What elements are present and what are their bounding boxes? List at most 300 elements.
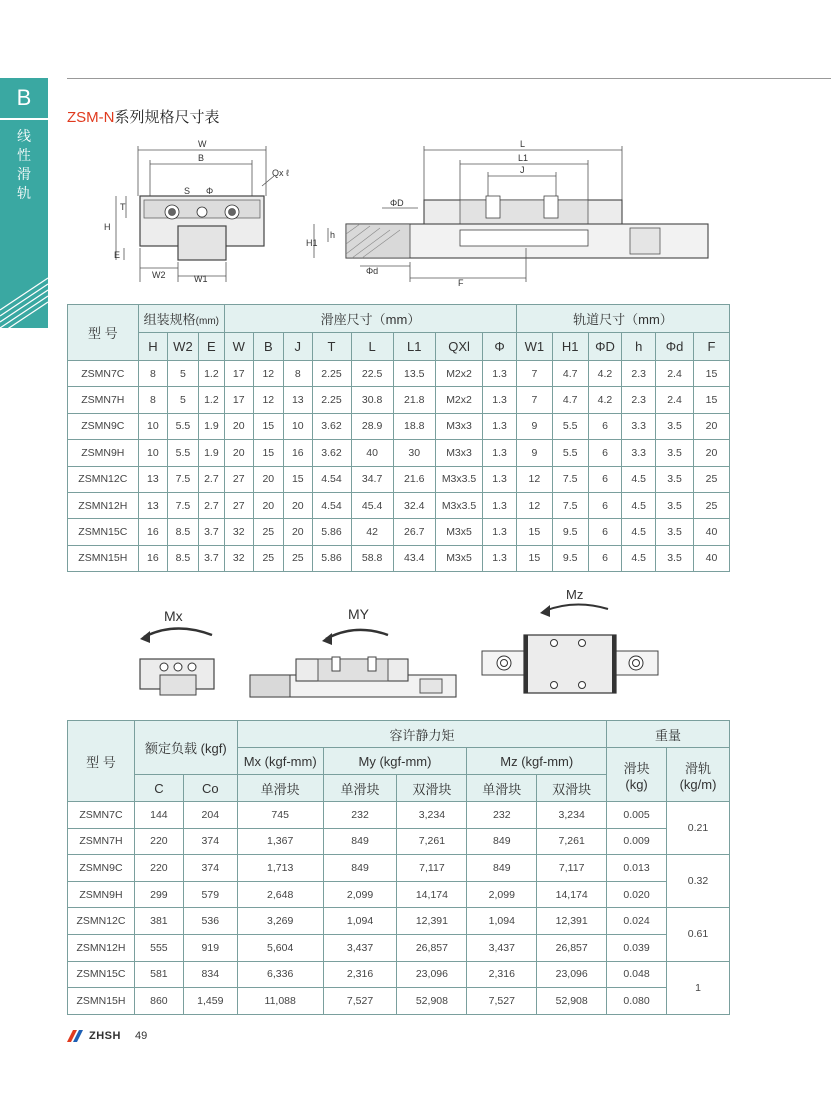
load-cell: 144 <box>134 802 183 829</box>
load-cell: 52,908 <box>397 988 467 1015</box>
spec-cell: M3x5 <box>435 519 482 545</box>
table-row <box>68 466 730 492</box>
dim-l: L <box>520 139 526 149</box>
spec-cell: 5.86 <box>312 545 351 571</box>
model-cell: ZSMN12C <box>68 466 139 492</box>
spec-cell: 25 <box>694 466 730 492</box>
table-row <box>68 961 730 988</box>
load-cell: 374 <box>183 828 237 855</box>
spec-group-assembly <box>138 305 224 333</box>
mx-diagram <box>140 608 214 695</box>
load-cell: 11,088 <box>237 988 323 1015</box>
dim-h1: H1 <box>306 238 318 248</box>
side-tab-letter: B <box>16 85 32 110</box>
spec-col-header: ΦD <box>588 333 622 361</box>
load-cell: 1,367 <box>237 828 323 855</box>
load-cell: 849 <box>467 828 537 855</box>
spec-cell: 4.2 <box>588 387 622 413</box>
spec-cell: 5.5 <box>168 440 199 466</box>
load-cell: 555 <box>134 934 183 961</box>
side-tab-stripes <box>0 270 48 340</box>
spec-cell: 3.5 <box>656 466 694 492</box>
load-cell: 12,391 <box>397 908 467 935</box>
mx-single-header: 单滑块 <box>237 775 323 802</box>
spec-col-header: Φ <box>483 333 517 361</box>
spec-cell: 17 <box>225 387 253 413</box>
spec-cell: 9 <box>516 440 552 466</box>
spec-col-header: T <box>312 333 351 361</box>
my-diagram <box>250 606 456 697</box>
spec-cell: 13.5 <box>393 361 435 387</box>
rail-weight-cell: 1 <box>667 961 730 1014</box>
co-header: Co <box>183 775 237 802</box>
spec-col-header: W <box>225 333 253 361</box>
rail-weight-cell: 0.61 <box>667 908 730 961</box>
load-cell: 579 <box>183 881 237 908</box>
spec-cell: 1.2 <box>198 387 224 413</box>
spec-col-header: H1 <box>552 333 588 361</box>
spec-cell: 1.3 <box>483 413 517 439</box>
load-cell: 849 <box>467 855 537 882</box>
spec-cell: 15 <box>694 361 730 387</box>
rated-load-header: 额定负载 (kgf) <box>134 721 237 775</box>
spec-cell: 4.2 <box>588 361 622 387</box>
spec-cell: 15 <box>694 387 730 413</box>
c-header: C <box>134 775 183 802</box>
static-moment-header: 容许静力矩 <box>237 721 606 748</box>
model-cell: ZSMN15C <box>68 519 139 545</box>
spec-cell: 1.3 <box>483 519 517 545</box>
spec-cell: 3.5 <box>656 440 694 466</box>
load-cell: 26,857 <box>397 934 467 961</box>
spec-cell: 17 <box>225 361 253 387</box>
mz-single-header: 单滑块 <box>467 775 537 802</box>
load-cell: 581 <box>134 961 183 988</box>
front-view-drawing <box>96 136 306 286</box>
spec-cell: 20 <box>253 492 284 518</box>
spec-cell: 5.86 <box>312 519 351 545</box>
spec-cell: 13 <box>284 387 312 413</box>
spec-table <box>67 304 730 572</box>
assembly-label: 组装规格 <box>143 312 196 327</box>
load-cell: 12,391 <box>537 908 607 935</box>
spec-cell: 4.5 <box>622 545 656 571</box>
load-cell: 204 <box>183 802 237 829</box>
spec-cell: 15 <box>284 466 312 492</box>
weight-header: 重量 <box>607 721 730 748</box>
load-cell: 7,527 <box>323 988 397 1015</box>
spec-cell: 16 <box>138 545 168 571</box>
table-row <box>68 934 730 961</box>
spec-cell: 1.2 <box>198 361 224 387</box>
load-cell: 7,261 <box>537 828 607 855</box>
spec-cell: 21.6 <box>393 466 435 492</box>
spec-cell: 5.5 <box>552 440 588 466</box>
table-row <box>68 828 730 855</box>
spec-cell: 1.3 <box>483 492 517 518</box>
spec-cell: 1.3 <box>483 466 517 492</box>
spec-cell: 1.3 <box>483 361 517 387</box>
load-cell: 374 <box>183 855 237 882</box>
mz-diagram <box>482 587 658 693</box>
spec-cell: 42 <box>351 519 393 545</box>
spec-cell: 20 <box>284 492 312 518</box>
load-model-header: 型 号 <box>68 721 135 802</box>
load-table-body <box>68 802 730 1015</box>
spec-cell: 28.9 <box>351 413 393 439</box>
spec-cell: 30.8 <box>351 387 393 413</box>
side-tab-char: 滑 <box>17 167 31 183</box>
spec-cell: 2.4 <box>656 387 694 413</box>
spec-cell: 22.5 <box>351 361 393 387</box>
spec-cell: 7.5 <box>168 466 199 492</box>
load-cell: 849 <box>323 855 397 882</box>
spec-cell: 6 <box>588 519 622 545</box>
spec-cell: 20 <box>694 440 730 466</box>
spec-cell: 34.7 <box>351 466 393 492</box>
spec-cell: 2.25 <box>312 387 351 413</box>
load-cell: 1,094 <box>323 908 397 935</box>
load-cell: 0.024 <box>607 908 667 935</box>
spec-cell: 15 <box>516 519 552 545</box>
model-cell: ZSMN9C <box>68 855 135 882</box>
spec-cell: 16 <box>138 519 168 545</box>
load-cell: 2,648 <box>237 881 323 908</box>
spec-cell: 6 <box>588 440 622 466</box>
spec-cell: 9.5 <box>552 519 588 545</box>
load-cell: 220 <box>134 855 183 882</box>
load-cell: 0.080 <box>607 988 667 1015</box>
spec-cell: 32 <box>225 545 253 571</box>
spec-cell: 7.5 <box>552 492 588 518</box>
load-cell: 14,174 <box>537 881 607 908</box>
load-cell: 0.005 <box>607 802 667 829</box>
spec-cell: 25 <box>284 545 312 571</box>
spec-cell: 5 <box>168 387 199 413</box>
model-cell: ZSMN15H <box>68 545 139 571</box>
table-row <box>68 881 730 908</box>
spec-cell: 9.5 <box>552 545 588 571</box>
spec-cell: 3.5 <box>656 413 694 439</box>
spec-col-header: h <box>622 333 656 361</box>
load-cell: 860 <box>134 988 183 1015</box>
model-cell: ZSMN7C <box>68 361 139 387</box>
spec-cell: 3.3 <box>622 413 656 439</box>
spec-cell: 7.5 <box>552 466 588 492</box>
mz-double-header: 双滑块 <box>537 775 607 802</box>
spec-cell: 7.5 <box>168 492 199 518</box>
spec-col-header: Φd <box>656 333 694 361</box>
spec-cell: 7 <box>516 361 552 387</box>
load-cell: 1,094 <box>467 908 537 935</box>
load-cell: 0.009 <box>607 828 667 855</box>
spec-cell: 40 <box>694 545 730 571</box>
model-cell: ZSMN7H <box>68 828 135 855</box>
load-cell: 0.039 <box>607 934 667 961</box>
spec-cell: 8 <box>284 361 312 387</box>
spec-cell: 26.7 <box>393 519 435 545</box>
spec-cell: 8.5 <box>168 545 199 571</box>
spec-col-header: E <box>198 333 224 361</box>
load-cell: 14,174 <box>397 881 467 908</box>
spec-cell: 20 <box>284 519 312 545</box>
mz-header: Mz (kgf-mm) <box>467 748 607 775</box>
spec-col-header: L <box>351 333 393 361</box>
dim-f: F <box>458 278 464 286</box>
model-cell: ZSMN9H <box>68 440 139 466</box>
spec-cell: 2.3 <box>622 361 656 387</box>
spec-cell: M3x3 <box>435 440 482 466</box>
spec-cell: M3x3 <box>435 413 482 439</box>
spec-cell: 6 <box>588 466 622 492</box>
load-cell: 299 <box>134 881 183 908</box>
dim-phid-small: Φd <box>366 266 379 276</box>
load-cell: 23,096 <box>397 961 467 988</box>
spec-cell: 32 <box>225 519 253 545</box>
table-row <box>68 545 730 571</box>
spec-cell: 4.5 <box>622 519 656 545</box>
spec-cell: 10 <box>138 413 168 439</box>
load-cell: 1,713 <box>237 855 323 882</box>
spec-cell: 6 <box>588 413 622 439</box>
spec-cell: M3x3.5 <box>435 492 482 518</box>
model-cell: ZSMN7C <box>68 802 135 829</box>
spec-cell: 2.7 <box>198 492 224 518</box>
spec-cell: 4.7 <box>552 387 588 413</box>
table-row <box>68 802 730 829</box>
load-cell: 834 <box>183 961 237 988</box>
model-cell: ZSMN12H <box>68 934 135 961</box>
spec-cell: 1.3 <box>483 387 517 413</box>
load-cell: 232 <box>323 802 397 829</box>
table-row <box>68 413 730 439</box>
top-rule <box>67 78 831 79</box>
load-cell: 849 <box>323 828 397 855</box>
spec-cell: 4.5 <box>622 466 656 492</box>
side-tab-char: 性 <box>17 148 31 164</box>
load-cell: 52,908 <box>537 988 607 1015</box>
side-tab-label <box>0 128 48 204</box>
table-row <box>68 440 730 466</box>
spec-cell: 21.8 <box>393 387 435 413</box>
spec-col-header: W1 <box>516 333 552 361</box>
model-cell: ZSMN15H <box>68 988 135 1015</box>
spec-cell: 3.3 <box>622 440 656 466</box>
block-weight-label: 滑块 <box>623 760 650 776</box>
load-table <box>67 720 730 1015</box>
load-cell: 3,437 <box>467 934 537 961</box>
load-cell: 7,261 <box>397 828 467 855</box>
spec-cell: 58.8 <box>351 545 393 571</box>
spec-cell: 3.62 <box>312 440 351 466</box>
spec-cell: 15 <box>253 440 284 466</box>
table-row <box>68 387 730 413</box>
load-cell: 7,117 <box>397 855 467 882</box>
spec-cell: 2.7 <box>198 466 224 492</box>
spec-group-rail: 轨道尺寸（mm） <box>516 305 729 333</box>
spec-column-header-row <box>68 333 730 361</box>
title-model: ZSM-N <box>67 109 115 126</box>
spec-cell: 25 <box>253 519 284 545</box>
spec-cell: 15 <box>516 545 552 571</box>
spec-cell: 5.5 <box>168 413 199 439</box>
dim-w: W <box>198 139 207 149</box>
dim-w2: W2 <box>152 270 166 280</box>
spec-cell: 8 <box>138 387 168 413</box>
spec-cell: 18.8 <box>393 413 435 439</box>
spec-col-header: L1 <box>393 333 435 361</box>
spec-group-block: 滑座尺寸（mm） <box>225 305 517 333</box>
spec-model-header: 型 号 <box>68 305 139 361</box>
spec-cell: 2.3 <box>622 387 656 413</box>
spec-cell: 30 <box>393 440 435 466</box>
side-tab-char: 线 <box>17 129 31 145</box>
spec-cell: 1.3 <box>483 545 517 571</box>
rail-weight-cell: 0.32 <box>667 855 730 908</box>
model-cell: ZSMN9H <box>68 881 135 908</box>
model-cell: ZSMN9C <box>68 413 139 439</box>
side-tab-divider <box>0 118 48 120</box>
spec-cell: 9 <box>516 413 552 439</box>
load-cell: 0.048 <box>607 961 667 988</box>
spec-cell: 1.9 <box>198 440 224 466</box>
spec-cell: 20 <box>694 413 730 439</box>
spec-cell: 6 <box>588 492 622 518</box>
moment-diagrams <box>120 585 680 705</box>
dim-s: S <box>184 186 191 196</box>
assembly-unit: (mm) <box>195 316 219 327</box>
spec-cell: M3x5 <box>435 545 482 571</box>
my-label: MY <box>348 606 369 622</box>
spec-cell: 12 <box>253 361 284 387</box>
model-cell: ZSMN7H <box>68 387 139 413</box>
spec-cell: 4.54 <box>312 492 351 518</box>
brand-logo-icon <box>67 1030 85 1042</box>
spec-col-header: J <box>284 333 312 361</box>
side-tab-char: 轨 <box>17 186 31 202</box>
spec-cell: 27 <box>225 492 253 518</box>
dim-phi: Φ <box>206 186 214 196</box>
load-cell: 3,269 <box>237 908 323 935</box>
load-cell: 26,857 <box>537 934 607 961</box>
spec-cell: 3.5 <box>656 545 694 571</box>
rail-weight-label: 滑轨 <box>685 760 712 776</box>
table-row <box>68 908 730 935</box>
footer-brand: ZHSH <box>89 1030 121 1042</box>
model-cell: ZSMN12H <box>68 492 139 518</box>
load-cell: 919 <box>183 934 237 961</box>
load-cell: 220 <box>134 828 183 855</box>
spec-cell: 1.3 <box>483 440 517 466</box>
dim-l1: L1 <box>518 153 529 163</box>
block-weight-unit: (kg) <box>625 776 648 792</box>
load-cell: 0.013 <box>607 855 667 882</box>
spec-cell: 3.62 <box>312 413 351 439</box>
model-cell: ZSMN15C <box>68 961 135 988</box>
mx-label: Mx <box>164 608 183 624</box>
model-cell: ZSMN12C <box>68 908 135 935</box>
spec-cell: 3.7 <box>198 545 224 571</box>
load-cell: 3,234 <box>397 802 467 829</box>
spec-cell: 5 <box>168 361 199 387</box>
dim-e: E <box>114 250 121 260</box>
table-row <box>68 988 730 1015</box>
side-view-drawing <box>300 136 710 286</box>
spec-cell: 20 <box>225 440 253 466</box>
spec-cell: 12 <box>516 466 552 492</box>
spec-cell: 3.7 <box>198 519 224 545</box>
spec-cell: 43.4 <box>393 545 435 571</box>
load-cell: 2,099 <box>467 881 537 908</box>
spec-cell: 20 <box>253 466 284 492</box>
dim-w1: W1 <box>194 274 208 284</box>
spec-cell: 12 <box>516 492 552 518</box>
dim-qxl: Qx ℓ <box>272 168 289 178</box>
spec-cell: M3x3.5 <box>435 466 482 492</box>
spec-cell: M2x2 <box>435 361 482 387</box>
load-cell: 536 <box>183 908 237 935</box>
table-row <box>68 855 730 882</box>
load-cell: 23,096 <box>537 961 607 988</box>
spec-col-header: B <box>253 333 284 361</box>
load-cell: 2,316 <box>467 961 537 988</box>
spec-col-header: F <box>694 333 730 361</box>
spec-cell: 8 <box>138 361 168 387</box>
dim-j: J <box>520 165 525 175</box>
spec-cell: 15 <box>253 413 284 439</box>
load-cell: 2,099 <box>323 881 397 908</box>
load-cell: 7,117 <box>537 855 607 882</box>
spec-cell: 2.25 <box>312 361 351 387</box>
spec-cell: 3.5 <box>656 519 694 545</box>
rail-weight-header <box>667 748 730 802</box>
table-row <box>68 519 730 545</box>
load-cell: 0.020 <box>607 881 667 908</box>
spec-cell: 7 <box>516 387 552 413</box>
load-cell: 2,316 <box>323 961 397 988</box>
spec-cell: 25 <box>694 492 730 518</box>
load-cell: 745 <box>237 802 323 829</box>
rail-weight-unit: (kg/m) <box>679 776 717 792</box>
title-text: 系列规格尺寸表 <box>114 108 220 126</box>
load-cell: 6,336 <box>237 961 323 988</box>
load-cell: 3,234 <box>537 802 607 829</box>
spec-col-header: H <box>138 333 168 361</box>
my-single-header: 单滑块 <box>323 775 397 802</box>
table-row <box>68 361 730 387</box>
spec-cell: 4.5 <box>622 492 656 518</box>
page-title <box>67 106 220 127</box>
spec-cell: 10 <box>138 440 168 466</box>
spec-cell: 32.4 <box>393 492 435 518</box>
spec-cell: 40 <box>351 440 393 466</box>
block-weight-header <box>607 748 667 802</box>
table-row <box>68 492 730 518</box>
spec-cell: 40 <box>694 519 730 545</box>
spec-cell: 13 <box>138 466 168 492</box>
spec-col-header: W2 <box>168 333 199 361</box>
mz-label: Mz <box>566 587 584 602</box>
spec-cell: 1.9 <box>198 413 224 439</box>
dim-phid-large: ΦD <box>390 198 404 208</box>
spec-cell: 4.54 <box>312 466 351 492</box>
spec-cell: M2x2 <box>435 387 482 413</box>
spec-cell: 45.4 <box>351 492 393 518</box>
spec-cell: 3.5 <box>656 492 694 518</box>
page-number: 49 <box>134 1030 148 1042</box>
load-cell: 3,437 <box>323 934 397 961</box>
spec-col-header: QXl <box>435 333 482 361</box>
